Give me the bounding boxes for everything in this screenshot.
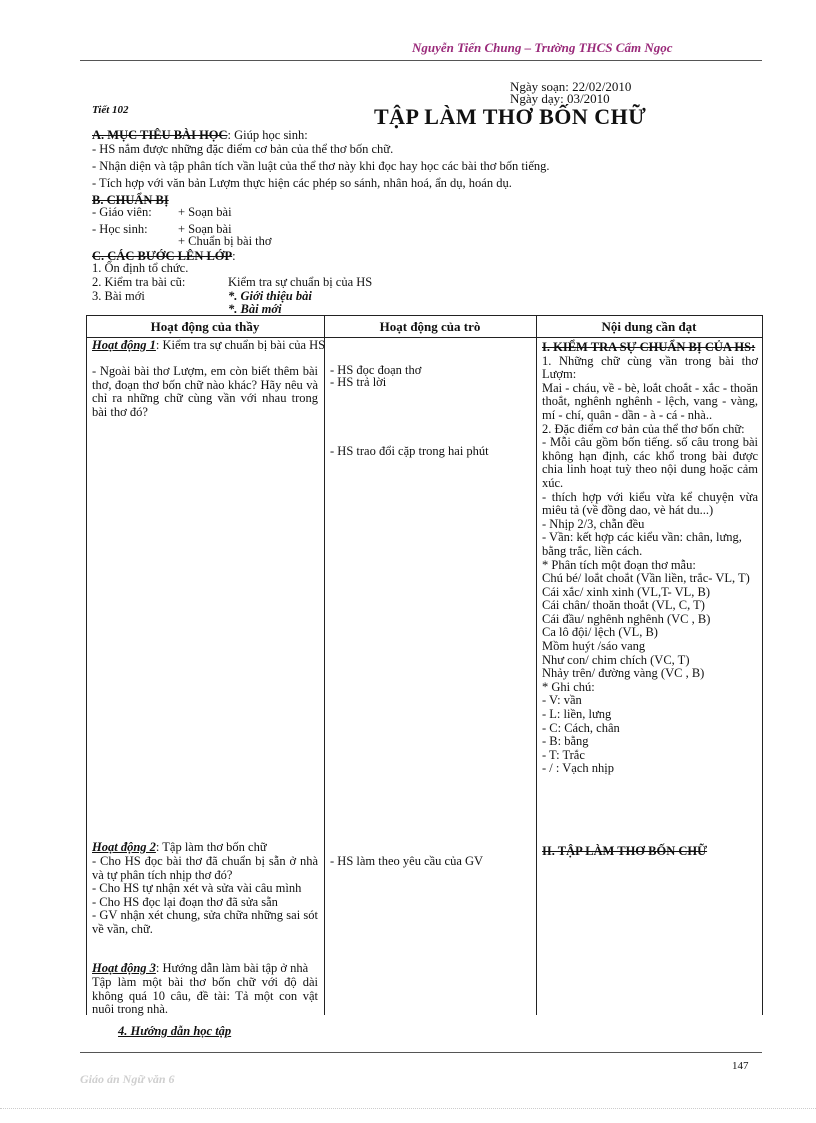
activity-1-student-pair: - HS trao đổi cặp trong hai phút — [330, 444, 489, 458]
footer-rule — [80, 1052, 762, 1053]
activity-3-teacher: Tập làm một bài thơ bốn chữ với độ dài không quá 10 câu, đề tài: Tả một con vật nuôi trong nhà. — [92, 975, 318, 1017]
activity-3-title: : Hướng dẫn làm bài tập ở nhà — [155, 961, 309, 975]
table-col-line-2 — [536, 315, 537, 1015]
objective-2: - Nhận diện và tập phân tích vần luật của thể thơ này khi đọc hay học các bài thơ bốn tiếng. — [92, 159, 550, 173]
content-1-line: - thích hợp với kiểu vừa kể chuyện vừa miêu tả (về đồng dao, vè hát du...) — [542, 489, 758, 518]
content-1-line: * Ghi chú: — [542, 679, 595, 694]
content-1-line: - / : Vạch nhịp — [542, 761, 614, 776]
content-1-line: - C: Cách, chân — [542, 720, 620, 735]
content-1-line: - Mỗi câu gồm bốn tiếng. số câu trong bài không hạn định, các khổ trong bài được chia linh hoạt tuỳ theo nội dung hoặc cảm xúc. — [542, 435, 758, 490]
activity-1-label: Hoạt động 1 — [92, 338, 156, 352]
content-1-line: Cái xắc/ xinh xinh (VL,T- VL, B) — [542, 584, 711, 599]
footer-dotted-rule — [0, 1108, 816, 1109]
content-1-line: Mai - cháu, về - bè, loắt choắt - xắc - thoăn thoắt, nghênh nghênh - lệch, vang - vàng, mí - chí, quân - dần - à - cá - nhà.. — [542, 380, 758, 422]
step-3-new-lesson: *. Bài mới — [228, 302, 282, 316]
content-2-heading: II. TẬP LÀM THƠ BỐN CHỮ — [542, 844, 708, 858]
content-1-line: Như con/ chim chích (VC, T) — [542, 652, 690, 667]
table-col-line-3 — [762, 315, 763, 1015]
activity-2-title: : Tập làm thơ bốn chữ — [155, 840, 267, 854]
content-1-line: Cái chân/ thoăn thoắt (VL, C, T) — [542, 598, 705, 613]
activity-1-heading — [92, 338, 326, 353]
footer-book-title: Giáo án Ngữ văn 6 — [80, 1072, 175, 1086]
content-1 — [542, 341, 758, 776]
student-prep-label: - Học sinh: — [92, 222, 148, 236]
content-1-line: Mồm huýt /sáo vang — [542, 639, 646, 654]
content-1-line: Cái đầu/ nghênh nghênh (VC , B) — [542, 611, 711, 626]
activity-2-teacher — [92, 855, 318, 937]
activity-1-student-read: - HS đọc đoạn thơ — [330, 363, 422, 377]
section-a-title: A. MỤC TIÊU BÀI HỌC — [92, 128, 228, 142]
content-1-line: Ca lô đội/ lệch (VL, B) — [542, 625, 658, 640]
activity-2-step: - Cho HS đọc bài thơ đã chuẩn bị sẵn ở nhà và tự phân tích nhịp thơ đó? — [92, 854, 318, 882]
teacher-prep-label: - Giáo viên: — [92, 205, 152, 219]
table-col-line-1 — [324, 315, 325, 1015]
content-1-line: - Vần: kết hợp các kiểu vần: chân, lưng, bằng trắc, liền cách. — [542, 530, 742, 558]
teacher-prep-item: + Soạn bài — [178, 205, 232, 219]
activity-1-teacher: - Ngoài bài thơ Lượm, em còn biết thêm bài thơ, đoạn thơ bốn chữ nào khác? Hãy nêu và chỉ ra những chữ cùng vần với nhau trong bài thơ đó? — [92, 364, 318, 419]
date-taught: Ngày dạy: 03/2010 — [510, 91, 610, 106]
content-1-line: 2. Đặc điểm cơ bản của thể thơ bốn chữ: — [542, 421, 745, 436]
student-prep-item-1: + Soạn bài — [178, 222, 232, 236]
section-a-heading — [92, 128, 308, 142]
content-1-line: - B: bằng — [542, 734, 589, 749]
section-a-lead: : Giúp học sinh: — [227, 128, 308, 142]
activity-1-title: : Kiểm tra sự chuẩn bị bài của HS — [155, 338, 326, 352]
header-content: Nội dung cần đạt — [601, 319, 697, 334]
objective-1: - HS nắm được những đặc điểm cơ bản của thể thơ bốn chữ. — [92, 142, 394, 156]
content-1-line: Nhảy trên/ đường vàng (VC , B) — [542, 666, 705, 681]
content-1-line: - Nhịp 2/3, chẵn đều — [542, 516, 645, 531]
lesson-table — [86, 315, 762, 1015]
activity-3-heading — [92, 962, 320, 976]
section-b-heading: B. CHUẨN BỊ — [92, 193, 169, 207]
header-student: Hoạt động của trò — [379, 319, 481, 334]
content-1-line: Chú bé/ loắt choắt (Vần liền, trắc- VL, T) — [542, 571, 750, 586]
section-c-title: C. CÁC BƯỚC LÊN LỚP — [92, 249, 233, 263]
content-1-line: - L: liền, lưng — [542, 707, 612, 722]
step-3-intro: *. Giới thiệu bài — [228, 289, 312, 303]
activity-1-student-answer: - HS trả lời — [330, 375, 387, 389]
content-1-line: * Phân tích một đoạn thơ mẫu: — [542, 557, 696, 572]
step-1: 1. Ổn định tổ chức. — [92, 261, 189, 275]
activity-2-student: - HS làm theo yêu cầu của GV — [330, 854, 484, 868]
header-rule — [80, 60, 762, 61]
step-4-text: 4. Hướng dẫn học tập — [118, 1024, 232, 1038]
content-1-line: 1. Những chữ cùng vần trong bài thơ Lượm: — [542, 353, 758, 382]
activity-3-label: Hoạt động 3 — [92, 961, 156, 975]
activity-2-step: - GV nhận xét chung, sửa chữa những sai sót về vần, chữ. — [92, 908, 318, 936]
content-1-line: - T: Trắc — [542, 747, 585, 762]
table-top-rule — [86, 315, 762, 316]
step-2-value: Kiểm tra sự chuẩn bị của HS — [228, 275, 373, 289]
lesson-title: TẬP LÀM THƠ BỐN CHỮ — [374, 104, 647, 129]
page-number: 147 — [732, 1060, 749, 1072]
step-2-label: 2. Kiểm tra bài cũ: — [92, 275, 186, 289]
header-author: Nguyễn Tiến Chung – Trường THCS Cẩm Ngọc — [412, 40, 673, 55]
section-c-colon: : — [232, 249, 236, 263]
lesson-number: Tiết 102 — [92, 104, 129, 116]
activity-2-step: - Cho HS tự nhận xét và sửa vài câu mình — [92, 881, 302, 896]
table-col-line-0 — [86, 315, 87, 1015]
activity-2-step: - Cho HS đọc lại đoạn thơ đã sửa sẵn — [92, 894, 278, 909]
activity-2-label: Hoạt động 2 — [92, 840, 156, 854]
header-teacher: Hoạt động của thầy — [150, 319, 260, 334]
content-1-line: - V: vần — [542, 693, 582, 708]
step-3-label: 3. Bài mới — [92, 289, 145, 303]
content-1-heading: I. KIỂM TRA SỰ CHUẨN BỊ CỦA HS: — [542, 340, 756, 354]
student-prep-item-2: + Chuẩn bị bài thơ — [178, 234, 272, 248]
date-prepared: Ngày soạn: 22/02/2010 — [510, 79, 632, 94]
step-4-heading — [118, 1024, 231, 1038]
activity-2-heading — [92, 841, 320, 855]
objective-3: - Tích hợp với văn bản Lượm thực hiện các phép so sánh, nhân hoá, ẩn dụ, hoán dụ. — [92, 176, 512, 190]
